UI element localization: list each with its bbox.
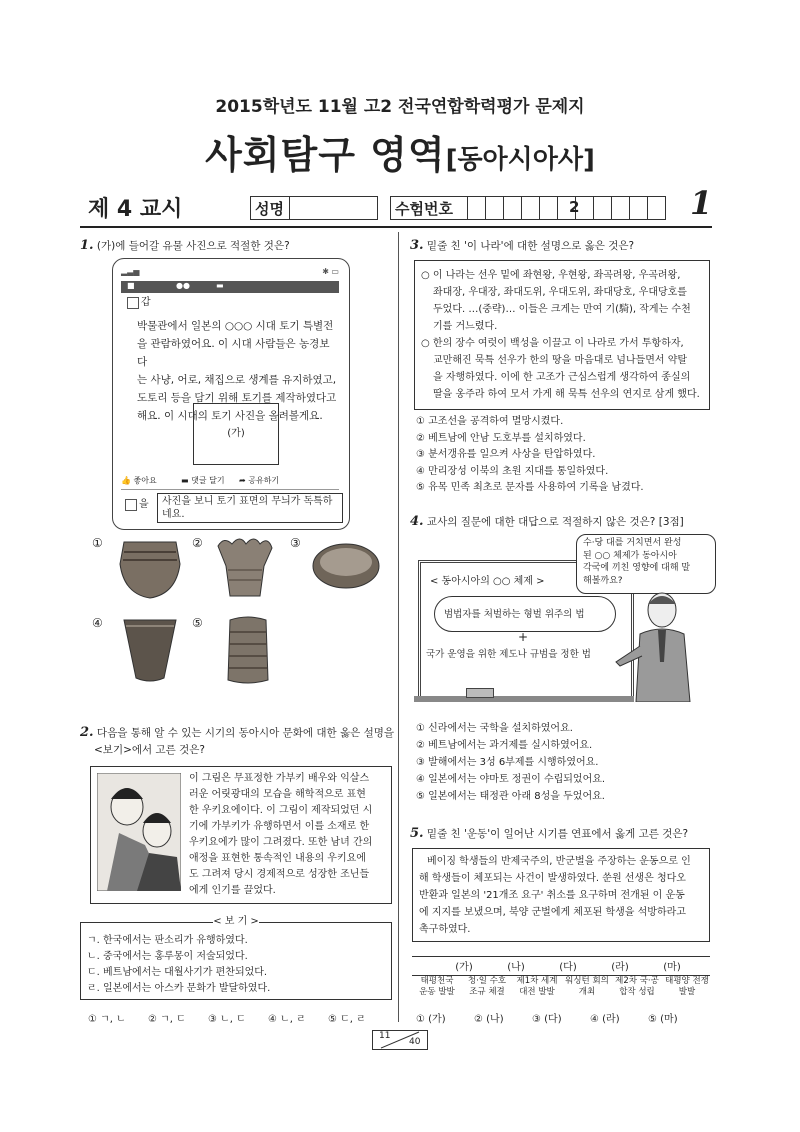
bogi-item: ㄹ. 일본에서는 아스카 문화가 발달하였다. (87, 983, 271, 994)
q1-prompt: 1. (가)에 들어갈 유물 사진으로 적절한 것은? (80, 238, 290, 253)
q4-illustration (414, 534, 710, 706)
battery-icon: ✱ ▭ (322, 267, 339, 276)
ukiyoe-image (97, 773, 181, 891)
pottery-1-image (110, 538, 190, 600)
action-row (121, 475, 339, 490)
pottery-4-image (120, 616, 180, 686)
timeline-event-6: 태평양 전쟁 발발 (665, 976, 709, 997)
comment-line: 네요. (162, 509, 185, 520)
exam-title: 2015학년도 11월 고2 전국연합학력평가 문제지 (215, 97, 585, 117)
teacher-image (610, 590, 706, 702)
passage-line: 기를 거느렸다. (433, 321, 498, 332)
timeline (412, 956, 710, 1008)
ga-label: (가) (227, 428, 245, 439)
bubble-line: 해볼까요? (583, 575, 623, 586)
q2-answer-3[interactable]: ③ ㄴ, ㄷ (208, 1014, 246, 1025)
timeline-period-5: (마) (663, 962, 681, 973)
q2-passage-box (90, 766, 392, 904)
app-bar (121, 281, 339, 293)
timeline-period-2: (나) (507, 962, 525, 973)
passage-line: 기에 가부키가 유행하면서 이를 소재로 한 (189, 821, 370, 832)
board-title: < 동아시아의 ○○ 체제 > (430, 576, 545, 587)
passage-line: 반환과 일본의 '21개조 요구' 취소를 요구하며 전개된 이 운동 (419, 890, 685, 901)
q3-passage-box (414, 260, 710, 410)
passage-line: 좌대장, 우대장, 좌대도위, 우대도위, 좌대당호, 우대당호를 (433, 287, 687, 298)
exam-number-cell[interactable] (557, 197, 558, 219)
q4-choice: ③ 발해에서는 3성 6부제를 시행하였어요. (416, 757, 599, 768)
exam-number-label: 수험번호 (395, 200, 453, 218)
subject-sub: [동아시아사] (445, 145, 595, 175)
q4-choices (416, 720, 605, 805)
q3-prompt: 3. 밑줄 친 '이 나라'에 대한 설명으로 옳은 것은? (410, 238, 635, 253)
q4-choice: ⑤ 일본에서는 태정관 아래 8성을 두었어요. (416, 791, 605, 802)
q5-passage-box (412, 848, 710, 942)
passage-line: 에 지지를 보냈으며, 북양 군벌에게 체포된 학생을 석방하라고 (419, 907, 686, 918)
q3-choice: ① 고조선을 공격하여 멸망시켰다. (416, 416, 564, 427)
ga-image-box (193, 403, 279, 465)
timeline-event-5: 제2차 국·공 합작 성립 (615, 976, 659, 997)
q5-choices (416, 1012, 710, 1027)
chalk-tray (414, 696, 634, 702)
q3-para2 (421, 335, 707, 403)
timeline-event-3: 제1차 세계 대전 발발 (516, 976, 558, 997)
passage-line: 이 그림은 무표정한 가부키 배우와 익살스 (189, 773, 370, 784)
q3-choice: ② 베트남에 안남 도호부를 설치하였다. (416, 432, 586, 444)
q1-choice-1[interactable]: ① (92, 536, 103, 550)
bubble-line: 수·당 대를 거치면서 완성 (583, 538, 682, 548)
period-label: 제 4 교시 (88, 197, 183, 222)
phone-frame (112, 258, 350, 530)
comment-button[interactable]: ▬ 댓글 달기 (181, 476, 225, 485)
bubble-line: 된 ○○ 체제가 동아시아 (583, 550, 677, 561)
q5-passage-text (419, 853, 705, 938)
passage-line: 러운 어릿광대의 모습을 해학적으로 표현 (189, 789, 366, 800)
passage-line: ○ 한의 장수 여럿이 백성을 이끌고 이 나라로 가서 투항하자, (421, 338, 684, 349)
exam-number-cell[interactable] (647, 197, 648, 219)
post-line: 을 관람하였어요. 이 시대 사람들은 농경보다 (137, 338, 330, 368)
q2-answer-1[interactable]: ① ㄱ, ㄴ (88, 1014, 126, 1025)
post-line: 도토리 등을 담기 위해 토기를 제작하였다고 (137, 392, 337, 404)
subject-main: 사회탐구 영역 (205, 133, 446, 177)
pottery-2-image (210, 536, 280, 602)
bogi-item: ㄷ. 베트남에서는 대월사기가 편찬되었다. (87, 967, 268, 978)
comment-line: 사진을 보니 토기 표면의 무늬가 독특하 (162, 496, 333, 507)
q5-choice-1[interactable]: ① (가) (416, 1014, 446, 1025)
message-icon[interactable]: ▬ (216, 281, 224, 290)
q5-choice-2[interactable]: ② (나) (474, 1014, 504, 1025)
name-label: 성명 (255, 200, 284, 218)
passage-line: 베이징 학생들의 반제국주의, 반군벌을 주장하는 운동으로 인 (427, 856, 691, 867)
comment-text (157, 493, 343, 523)
timeline-event-2: 청·일 수호 조규 체결 (467, 976, 507, 997)
q4-prompt: 4. 교사의 질문에 대한 대답으로 적절하지 않은 것은? [3점] (410, 514, 684, 529)
passage-line: 딸을 옹주라 하여 모서 가게 해 묵특 선우의 연지로 삼게 했다. (433, 389, 700, 400)
home-icon[interactable]: ■ (127, 281, 135, 290)
pottery-3-image (310, 540, 382, 596)
bogi-item: ㄴ. 중국에서는 홍루몽이 저술되었다. (87, 951, 248, 962)
exam-number-cell[interactable] (611, 197, 612, 219)
passage-line: 해 학생들이 체포되는 사건이 발생하였다. 쑨원 선생은 청다오 (419, 873, 686, 884)
column-divider (398, 232, 399, 1022)
exam-number-digit: 2 (569, 198, 580, 216)
passage-line: 교만해진 묵특 선우가 한의 땅을 마음대로 넘나들면서 약탈 (433, 355, 688, 366)
timeline-period-1: (가) (455, 962, 473, 973)
passage-line: 을 자행하였다. 이에 한 고조가 근심스럽게 생각하여 종실의 (433, 372, 691, 383)
bogi-box (80, 916, 392, 1000)
q3-choice: ④ 만리장성 이북의 초원 지대를 통일하였다. (416, 465, 609, 477)
post-line: 박물관에서 일본의 ○○○ 시대 토기 특별전 (137, 320, 334, 332)
exam-number-cell[interactable] (539, 197, 540, 219)
board-plus: + (518, 630, 529, 644)
q4-choice: ① 신라에서는 국학을 설치하였어요. (416, 723, 573, 734)
friends-icon[interactable]: ●● (176, 281, 190, 290)
q2-prompt: 2. 다음을 통해 알 수 있는 시기의 동아시아 문화에 대한 옳은 설명을 <보기>에서 고른 것은? (80, 725, 395, 756)
q3-para1 (421, 267, 707, 335)
page-number-box (372, 1030, 428, 1050)
exam-number-cell[interactable] (521, 197, 522, 219)
exam-number-cell[interactable] (467, 197, 468, 219)
passage-line: 애정을 표현한 통속적인 내용의 우키요에 (189, 853, 366, 864)
q2-passage-text (189, 771, 385, 899)
board-line1: 범법자를 처벌하는 형벌 위주의 법 (444, 609, 585, 620)
q2-answer-4[interactable]: ④ ㄴ, ㄹ (268, 1014, 306, 1025)
pottery-5-image (222, 614, 274, 688)
page-mark: 1 (690, 184, 713, 222)
q1-choice-2[interactable]: ② (192, 536, 203, 550)
q1-choice-4[interactable]: ④ (92, 616, 103, 630)
board-line2: 국가 운영을 위한 제도나 규범을 정한 법 (426, 649, 591, 660)
q2-answers (88, 1012, 388, 1027)
q5-choice-4[interactable]: ④ (라) (590, 1014, 620, 1025)
timeline-event-1: 태평천국 운동 발발 (419, 976, 455, 997)
post-line: 해요. 이 시대의 토기 사진을 올려볼게요. (137, 410, 323, 422)
q2-answer-5[interactable]: ⑤ ㄷ, ㄹ (328, 1014, 366, 1025)
passage-line: 한 우키요에이다. 이 그림이 제작되었던 시 (189, 805, 373, 816)
subject-title (0, 124, 800, 179)
q3-choices (416, 414, 644, 497)
post-line: 는 사냥, 어로, 채집으로 생계를 유지하였고, (137, 374, 337, 386)
commenter-name: 을 (139, 499, 149, 510)
bogi-item: ㄱ. 한국에서는 판소리가 유행하였다. (87, 935, 248, 946)
commenter-avatar (125, 499, 137, 511)
q1-choice-5[interactable]: ⑤ (192, 616, 203, 630)
user-name: 갑 (141, 297, 151, 308)
exam-number-cell[interactable] (629, 197, 630, 219)
passage-line: ○ 이 나라는 선우 밑에 좌현왕, 우현왕, 좌곡려왕, 우곡려왕, (421, 270, 681, 281)
exam-number-cell[interactable] (593, 197, 594, 219)
name-box (250, 196, 378, 220)
page-total: 40 (409, 1037, 421, 1047)
q1-choice-3[interactable]: ③ (290, 536, 301, 550)
eraser-icon (466, 688, 494, 698)
exam-number-cell[interactable] (485, 197, 486, 219)
page-current: 11 (379, 1031, 391, 1041)
passage-line: 도 그려져 당시 경제적으로 성장한 조닌들 (189, 869, 370, 880)
q4-choice: ② 베트남에서는 과거제를 실시하였어요. (416, 740, 593, 751)
timeline-period-3: (다) (559, 962, 577, 973)
status-bar (121, 267, 339, 279)
q2-answer-2[interactable]: ② ㄱ, ㄷ (148, 1014, 186, 1025)
q5-choice-3[interactable]: ③ (다) (532, 1014, 562, 1025)
q3-choice: ③ 분서갱유를 일으켜 사상을 탄압하였다. (416, 449, 596, 460)
share-button[interactable]: ➦ 공유하기 (239, 476, 280, 485)
passage-line: 촉구하였다. (419, 924, 471, 935)
like-button[interactable]: 👍 좋아요 (121, 476, 157, 485)
q5-prompt: 5. 밑줄 친 '운동'이 일어난 시기를 연표에서 옳게 고른 것은? (410, 826, 689, 841)
exam-number-box (390, 196, 666, 220)
passage-line: 에게 인기를 끌었다. (189, 885, 276, 896)
speech-bubble (576, 534, 716, 594)
thumbs-up-icon: 👍 (121, 476, 131, 485)
bogi-title: < 보 기 > (213, 916, 259, 927)
timeline-event-4: 워싱턴 회의 개최 (565, 976, 609, 997)
q5-choice-5[interactable]: ⑤ (마) (648, 1014, 678, 1025)
signal-icon: ▂▃▅ (121, 267, 140, 276)
bogi-list (87, 933, 270, 997)
timeline-period-4: (라) (611, 962, 629, 973)
passage-line: 우키요에가 많이 그려졌다. 또한 남녀 간의 (189, 837, 373, 848)
q3-choice: ⑤ 유목 민족 최초로 문자를 사용하여 기록을 남겼다. (416, 482, 644, 493)
bubble-line: 각국에 끼친 영향에 대해 말 (583, 563, 691, 573)
q4-choice: ④ 일본에서는 야마토 정권이 수립되었어요. (416, 774, 606, 785)
passage-line: 두었다. …(중략)… 이들은 크게는 만여 기(騎), 작게는 수천 (433, 304, 691, 315)
exam-number-cell[interactable] (503, 197, 504, 219)
user-avatar (127, 297, 139, 309)
share-icon: ➦ (239, 476, 246, 485)
comment-icon: ▬ (181, 476, 189, 485)
